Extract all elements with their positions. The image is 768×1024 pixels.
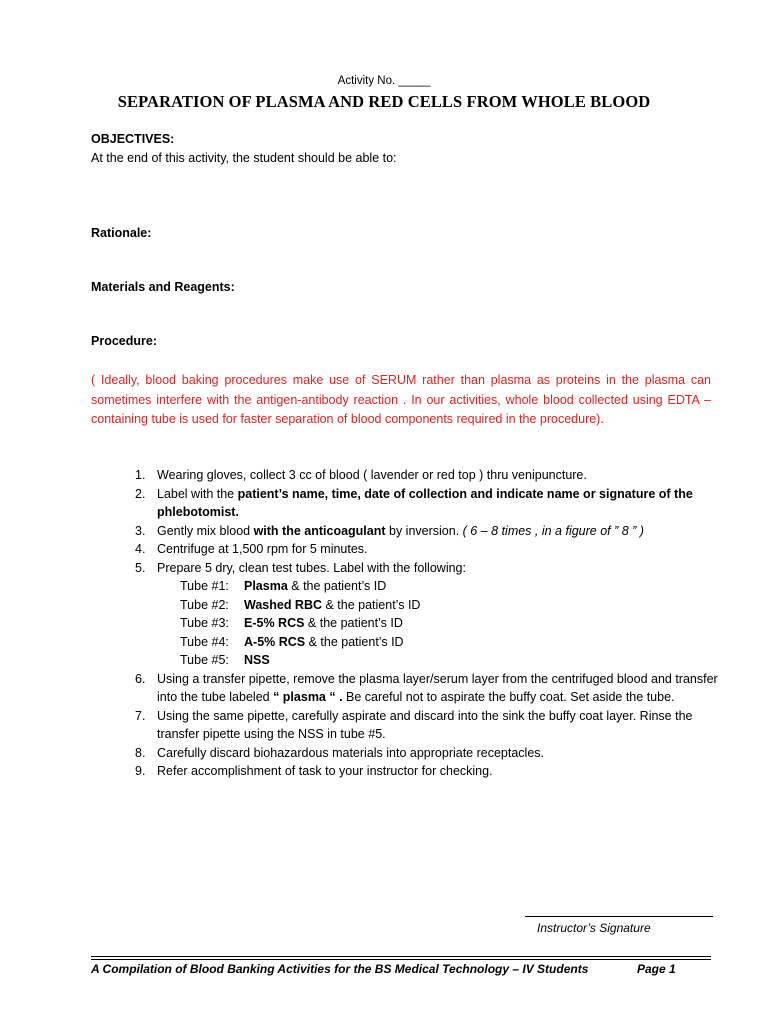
signature-label: Instructor’s Signature	[537, 921, 651, 935]
step-7	[91, 707, 721, 744]
step-text: Label with the	[157, 486, 238, 501]
tube-suffix: & the patient’s ID	[305, 634, 404, 649]
procedure-note: ( Ideally, blood baking procedures make use of SERUM rather than plasma as proteins in the plasma can sometimes interfere with the antigen-antibody reaction . In our activities, whole blood collected using EDTA – containing tube is used for faster separation of blood components required in the procedure).	[91, 373, 711, 426]
step-number: 4.	[135, 542, 146, 556]
tube-suffix: & the patient’s ID	[304, 616, 403, 630]
activity-number: Activity No. _____	[337, 75, 431, 87]
tube-label: Washed RBC	[244, 597, 323, 612]
step-text: Prepare 5 dry, clean test tubes. Label with the following:	[157, 560, 466, 575]
objectives-text: At the end of this activity, the student should be able to:	[91, 151, 397, 165]
tube-item	[157, 577, 721, 596]
tube-label: A-5% RCS	[244, 634, 306, 649]
tube-item	[157, 651, 721, 670]
step-bold-text: with the anticoagulant	[253, 523, 386, 538]
step-number: 2.	[135, 486, 146, 501]
tube-suffix: & the patient’s ID	[322, 597, 421, 612]
step-number: 8.	[135, 745, 146, 760]
step-1	[91, 466, 721, 485]
step-text-after: Be careful not to aspirate the buffy coat. Set aside the tube.	[342, 690, 675, 704]
step-text: Wearing gloves, collect 3 cc of blood ( lavender or red top ) thru venipuncture.	[157, 468, 587, 482]
step-number: 7.	[135, 708, 146, 723]
materials-heading: Materials and Reagents:	[91, 280, 235, 294]
step-number: 6.	[135, 671, 146, 686]
step-number: 1.	[135, 468, 146, 482]
step-6	[91, 670, 721, 707]
step-italic-text: ( 6 – 8 times , in a figure of ” 8 ” )	[462, 523, 644, 538]
step-text: Carefully discard biohazardous materials into appropriate receptacles.	[157, 745, 545, 760]
procedure-steps	[91, 466, 721, 781]
tube-label: Plasma	[244, 579, 288, 593]
step-text: Centrifuge at 1,500 rpm for 5 minutes.	[157, 542, 368, 556]
tube-label: E-5% RCS	[244, 616, 305, 630]
step-text: Using a transfer pipette, remove the plasma layer/serum layer from the centrifuged blood and transfer into the tube labeled	[157, 671, 718, 704]
footer-text: A Compilation of Blood Banking Activities for the BS Medical Technology – IV Students	[91, 962, 589, 976]
tube-list	[157, 577, 721, 670]
tube-item	[157, 614, 721, 633]
step-number: 5.	[135, 560, 146, 575]
page-number: Page 1	[637, 962, 676, 976]
tube-name: Tube #1:	[180, 579, 229, 593]
step-bold-text: “ plasma “ .	[273, 690, 343, 704]
step-number: 9.	[135, 764, 146, 778]
tube-name: Tube #4:	[180, 634, 229, 649]
step-9	[91, 762, 721, 781]
tube-item	[157, 633, 721, 652]
step-text: Refer accomplishment of task to your instructor for checking.	[157, 764, 493, 778]
rationale-heading: Rationale:	[91, 226, 152, 240]
footer-divider-thin	[91, 959, 711, 960]
step-text: Using the same pipette, carefully aspirate and discard into the sink the buffy coat layer. Rinse the transfer pipette using the NSS in tube #5.	[157, 708, 693, 741]
step-bold-text: patient’s name, time, date of collection and indicate name or signature of the phlebotomist.	[157, 486, 693, 519]
step-2	[91, 485, 721, 522]
step-8	[91, 744, 721, 763]
step-4	[91, 540, 721, 559]
step-5	[91, 559, 721, 670]
tube-name: Tube #2:	[180, 597, 229, 612]
tube-suffix: & the patient’s ID	[287, 579, 387, 593]
step-number: 3.	[135, 523, 146, 538]
procedure-heading: Procedure:	[91, 334, 157, 348]
signature-line	[525, 916, 713, 917]
tube-name: Tube #3:	[180, 616, 229, 630]
tube-name: Tube #5:	[180, 653, 229, 667]
step-3	[91, 522, 721, 541]
tube-label: NSS	[244, 653, 270, 667]
document-title: SEPARATION OF PLASMA AND RED CELLS FROM WHOLE BLOOD	[117, 92, 651, 111]
step-text: Gently mix blood	[157, 523, 254, 538]
step-text-after: by inversion.	[385, 523, 463, 538]
objectives-heading: OBJECTIVES:	[91, 132, 175, 146]
tube-item	[157, 596, 721, 615]
footer-divider	[91, 956, 711, 957]
